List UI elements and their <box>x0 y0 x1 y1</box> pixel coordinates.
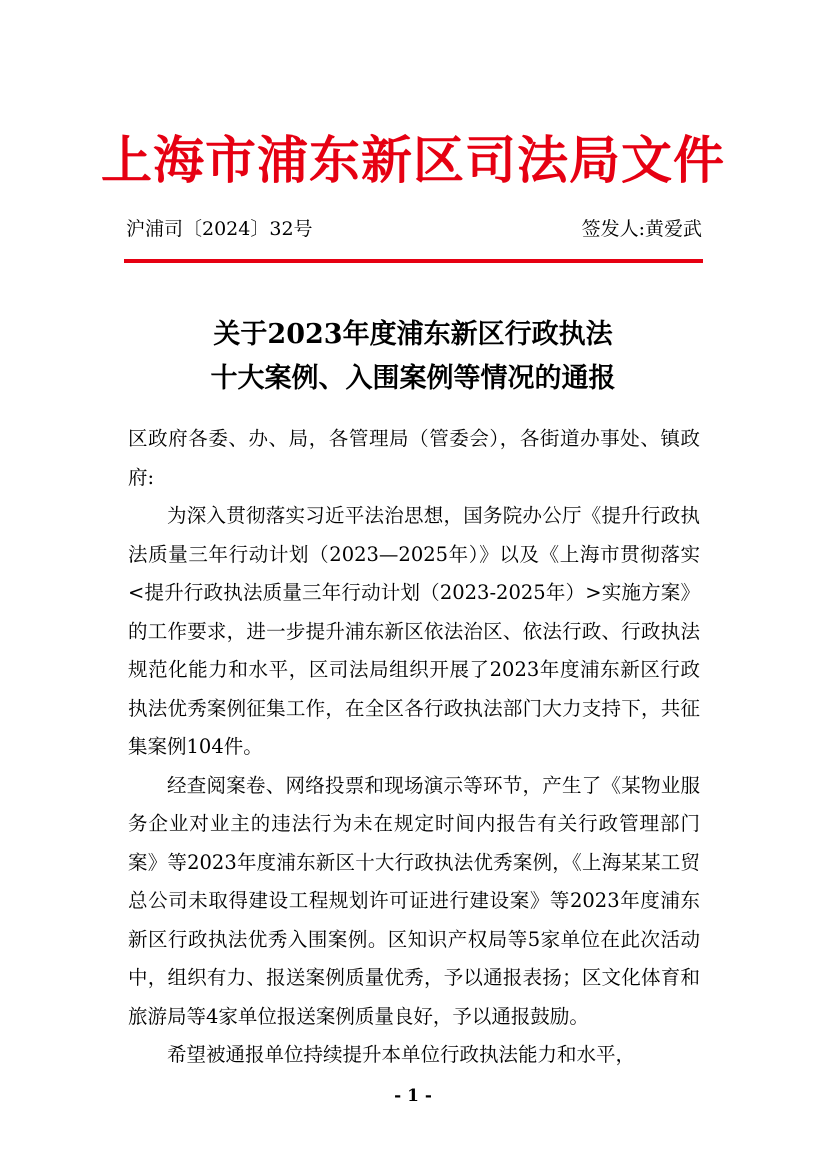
subject-title <box>0 313 826 401</box>
document-body <box>128 420 700 1075</box>
document-number: 沪浦司〔2024〕32号 <box>126 218 313 240</box>
body-paragraph-1: 为深入贯彻落实习近平法治思想，国务院办公厅《提升行政执法质量三年行动计划（2023—2025年）》以及《上海市贯彻落实<提升行政执法质量三年行动计划（2023-2025年）>实施方案》的工作要求，进一步提升浦东新区依法治区、依法行政、行政执法规范化能力和水平，区司法局组织开展了2023年度浦东新区行政执法优秀案例征集工作，在全区各行政执法部门大力支持下，共征集案例104件。 <box>128 504 700 758</box>
document-meta-row <box>126 214 702 244</box>
addressee: 区政府各委、办、局，各管理局（管委会），各街道办事处、镇政府: <box>128 427 700 489</box>
issuer-name: 黄爱武 <box>644 218 702 240</box>
subject-title-line-1: 关于2023年度浦东新区行政执法 <box>213 319 613 350</box>
body-paragraph-3: 希望被通报单位持续提升本单位行政执法能力和水平， <box>167 1043 636 1066</box>
issuer-label: 签发人: <box>581 218 645 240</box>
body-paragraph-2: 经查阅案卷、网络投票和现场演示等环节，产生了《某物业服务企业对业主的违法行为未在规定时间内报告有关行政管理部门案》等2023年度浦东新区十大行政执法优秀案例，《上海某某工贸总公司未取得建设工程规划许可证进行建设案》等2023年度浦东新区行政执法优秀入围案例。区知识产权局等5家单位在此次活动中，组织有力、报送案例质量优秀，予以通报表扬；区文化体育和旅游局等4家单位报送案例质量良好，予以通报鼓励。 <box>128 773 700 1028</box>
header-red-rule <box>124 259 703 263</box>
page-number: - 1 - <box>394 1086 432 1106</box>
subject-title-line-2: 十大案例、入围案例等情况的通报 <box>210 363 616 394</box>
document-header-title: 上海市浦东新区司法局文件 <box>100 131 725 191</box>
issuer <box>582 214 702 244</box>
